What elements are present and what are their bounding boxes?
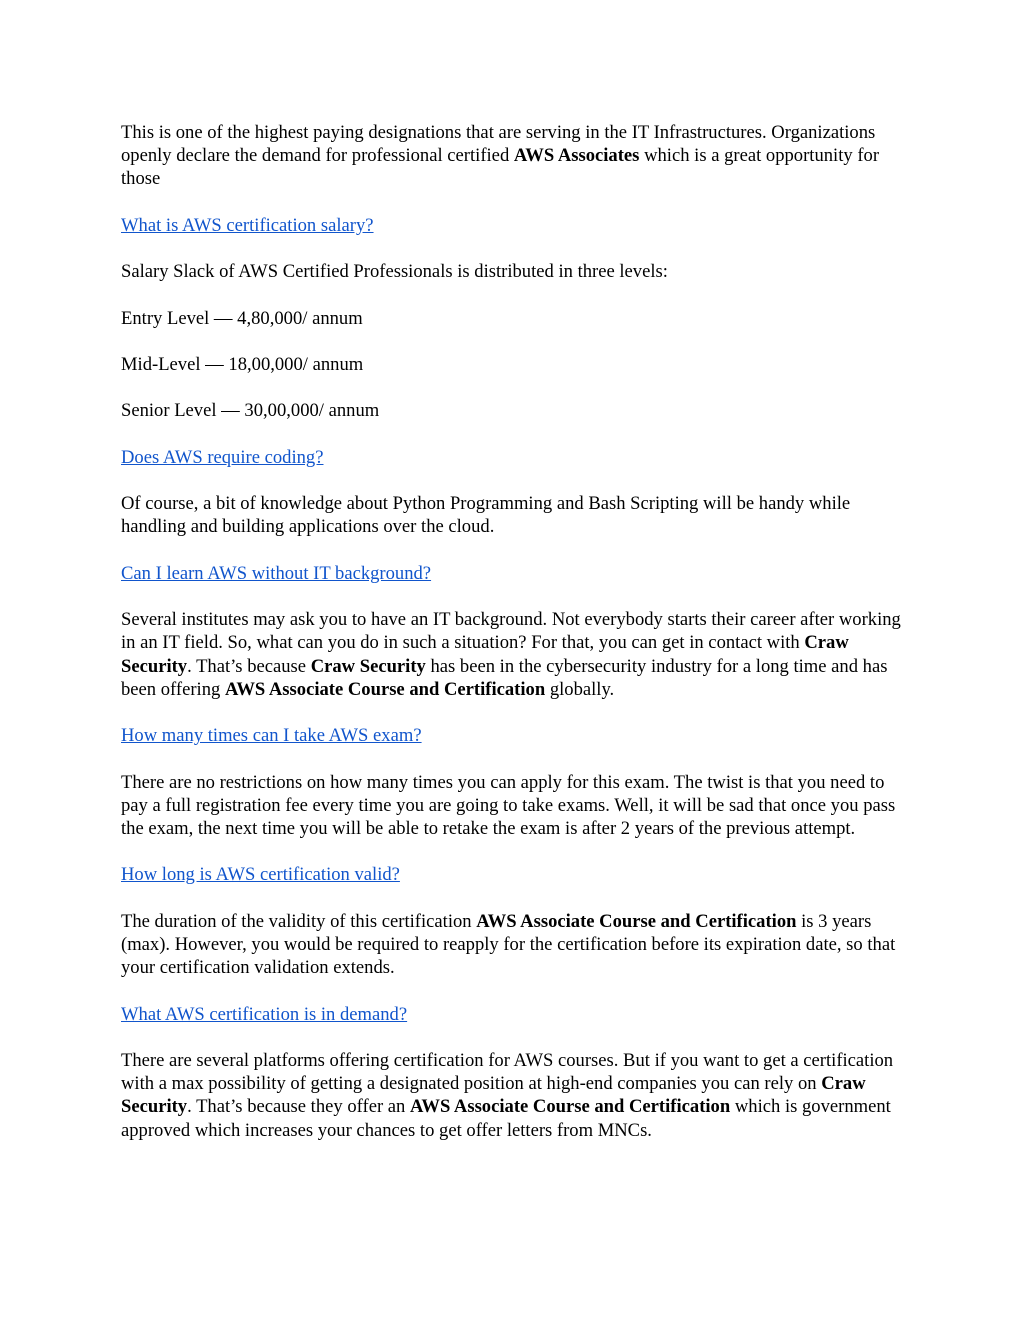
background-bold-3: AWS Associate Course and Certification — [224, 678, 546, 700]
question-demand — [121, 1003, 911, 1026]
salary-mid-level: Mid-Level — 18,00,000/ annum — [121, 353, 364, 375]
valid-text-2: is 3 years (max). However, you would be required to reapply for the certification before its expiration date, so that your certification validation extends. — [121, 910, 896, 979]
background-text-4: globally. — [545, 678, 615, 700]
demand-text-3: which is government approved which increases your chances to get offer letters from MNCs. — [121, 1096, 891, 1141]
salary-entry-level: Entry Level — 4,80,000/ annum — [121, 307, 363, 329]
question-coding — [121, 446, 911, 469]
question-times — [121, 724, 911, 747]
link-salary[interactable]: What is AWS certification salary? — [121, 214, 374, 236]
valid-text-1: The duration of the validity of this certification — [121, 910, 477, 932]
link-background[interactable]: Can I learn AWS without IT background? — [121, 562, 432, 584]
valid-bold-1: AWS Associate Course and Certification — [476, 910, 797, 932]
question-salary — [121, 214, 911, 237]
intro-paragraph — [121, 121, 911, 191]
valid-answer — [121, 910, 911, 980]
salary-intro: Salary Slack of AWS Certified Professionals is distributed in three levels: — [121, 261, 668, 283]
times-answer: There are no restrictions on how many times you can apply for this exam. The twist is that you need to pay a full registration fee every time you are going to take exams. Well, it will be sad that once you pass the exam, the next time you will be able to retake the exam is after 2 years of the previous attempt. — [121, 771, 896, 839]
background-bold-2: Craw Security — [310, 655, 426, 677]
demand-bold-2: AWS Associate Course and Certification — [409, 1096, 731, 1118]
background-text-2: . That’s because — [187, 655, 311, 677]
background-text-3: has been in the cybersecurity industry for a long time and has been offering — [121, 655, 888, 700]
coding-answer: Of course, a bit of knowledge about Python Programming and Bash Scripting will be handy while handling and building applications over the cloud. — [121, 493, 851, 538]
question-background — [121, 562, 911, 585]
demand-bold-1: Craw Security — [121, 1073, 866, 1118]
link-coding[interactable]: Does AWS require coding? — [121, 446, 324, 468]
background-text-1: Several institutes may ask you to have an IT background. Not everybody starts their career after working in an IT field. So, what can you do in such a situation? For that, you can get in contact with — [121, 609, 901, 654]
demand-text-1: There are several platforms offering certification for AWS courses. But if you want to get a certification with a max possibility of getting a designated position at high-end companies you can rely on — [121, 1049, 894, 1095]
background-answer — [121, 608, 911, 701]
link-demand[interactable]: What AWS certification is in demand? — [121, 1003, 408, 1025]
intro-text-end: which is a great opportunity for those — [121, 145, 880, 190]
link-times[interactable]: How many times can I take AWS exam? — [121, 725, 422, 747]
intro-text: This is one of the highest paying designations that are serving in the IT Infrastructures. Organizations openly declare the demand for professional certified — [121, 122, 876, 167]
question-valid — [121, 863, 911, 886]
demand-text-2: . That’s because they offer an — [187, 1096, 410, 1118]
salary-senior-level: Senior Level — 30,00,000/ annum — [121, 400, 380, 422]
link-valid[interactable]: How long is AWS certification valid? — [121, 864, 400, 886]
background-bold-1: Craw Security — [121, 632, 849, 677]
demand-answer — [121, 1049, 911, 1142]
document-body — [121, 121, 911, 1165]
intro-bold-aws-associates: AWS Associates — [513, 145, 640, 167]
